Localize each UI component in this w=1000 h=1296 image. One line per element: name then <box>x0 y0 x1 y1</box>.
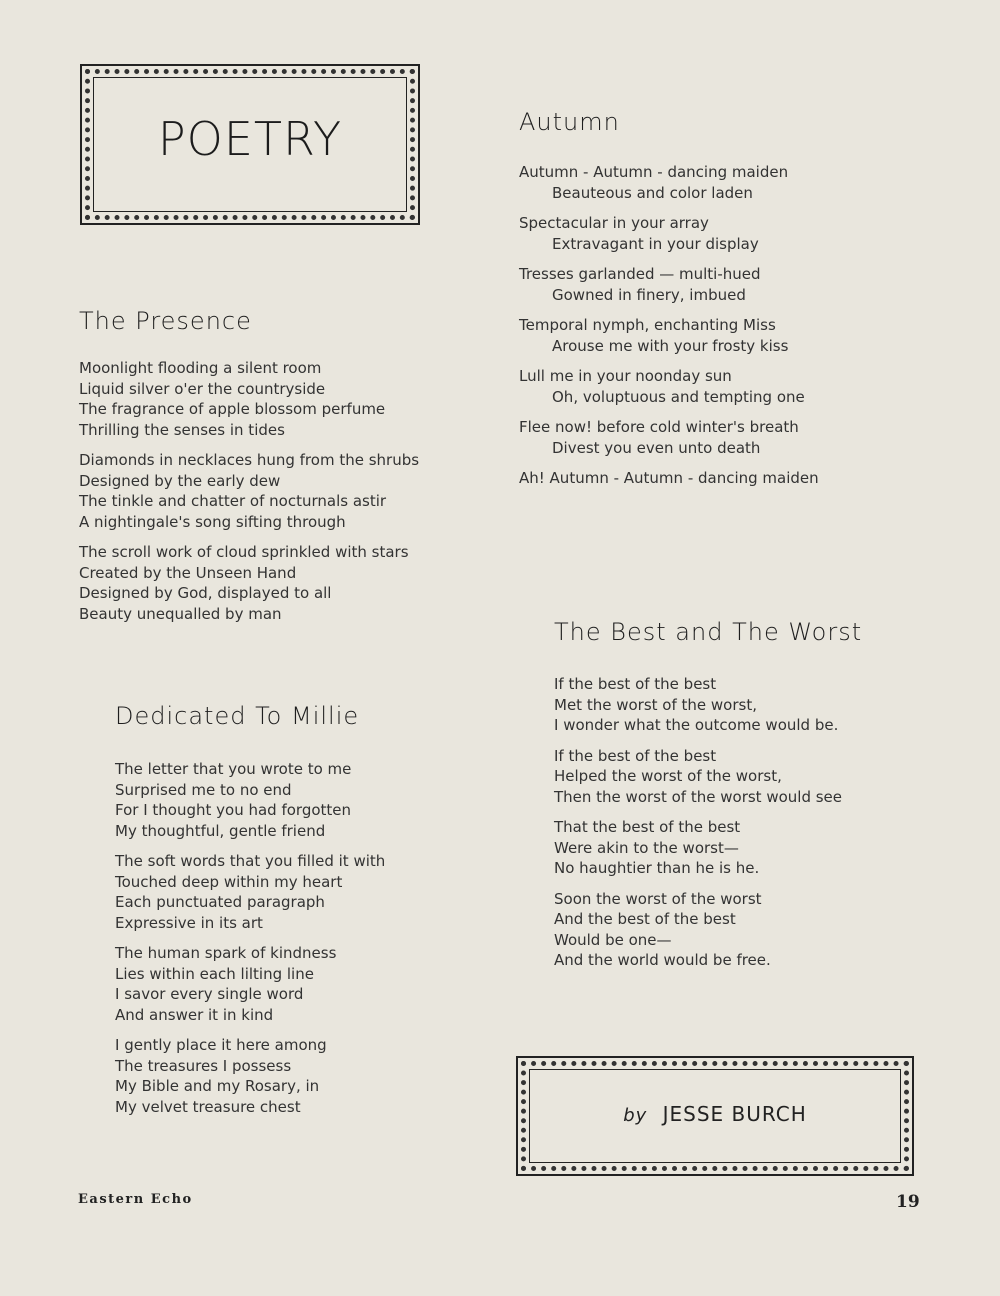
stanza <box>519 417 819 458</box>
poem-line: I gently place it here among <box>115 1036 327 1054</box>
poem-line: Tresses garlanded — multi-hued <box>519 265 761 283</box>
poetry-title-frame <box>80 64 420 225</box>
poem-line: Lull me in your noonday sun <box>519 367 732 385</box>
poem-line: And the best of the best <box>554 910 736 928</box>
poem-title-dedicated-to-millie: Dedicated To Millie <box>115 702 360 730</box>
poem-body-autumn <box>519 162 819 499</box>
poem-line: The human spark of kindness <box>115 944 337 962</box>
poem-line: Thrilling the senses in tides <box>79 420 285 439</box>
publication-name: Eastern Echo <box>78 1192 193 1207</box>
stanza <box>115 1035 385 1117</box>
poem-line: My thoughtful, gentle friend <box>115 821 326 840</box>
poem-line: Designed by the early dew <box>79 471 281 490</box>
stanza <box>115 759 385 841</box>
poem-line: Lies within each lilting line <box>115 964 314 983</box>
stanza <box>554 746 842 808</box>
poem-body-the-best-and-the-worst <box>554 674 842 981</box>
poem-line: Gowned in finery, imbued <box>552 285 746 304</box>
poem-line: Divest you even unto death <box>552 438 761 457</box>
poem-line: And the world would be free. <box>554 951 771 969</box>
poem-line: The fragrance of apple blossom perfume <box>79 400 386 418</box>
stanza <box>115 943 385 1025</box>
poem-line: I savor every single word <box>115 985 304 1003</box>
poem-line: The tinkle and chatter of nocturnals astir <box>79 492 387 510</box>
stanza <box>519 315 819 356</box>
byline-prefix: by <box>623 1105 648 1126</box>
stanza <box>79 358 419 440</box>
stanza <box>554 674 842 736</box>
poem-line: Beauty unequalled by man <box>79 604 282 623</box>
poem-line: For I thought you had forgotten <box>115 801 352 819</box>
poem-line: That the best of the best <box>554 818 741 836</box>
poem-line: Met the worst of the worst, <box>554 695 757 714</box>
poem-line: Soon the worst of the worst <box>554 889 762 908</box>
poem-line: My velvet treasure chest <box>115 1097 301 1116</box>
poem-line: Temporal nymph, enchanting Miss <box>519 316 776 334</box>
poem-line: Touched deep within my heart <box>115 872 343 891</box>
poem-line: If the best of the best <box>554 746 717 765</box>
poem-line: Surprised me to no end <box>115 780 292 799</box>
poem-line: A nightingale's song sifting through <box>79 512 346 531</box>
stanza <box>79 542 419 624</box>
poem-line: Flee now! before cold winter's breath <box>519 418 799 436</box>
stanza <box>519 468 819 489</box>
poem-line: Diamonds in necklaces hung from the shrubs <box>79 451 420 469</box>
poem-line: And answer it in kind <box>115 1005 274 1024</box>
page-number: 19 <box>896 1192 920 1212</box>
poem-line: If the best of the best <box>554 675 717 693</box>
author-name: JESSE BURCH <box>662 1102 807 1126</box>
poem-line: Beauteous and color laden <box>552 183 753 202</box>
stanza <box>519 366 819 407</box>
stanza <box>554 817 842 879</box>
poem-line: Ah! Autumn - Autumn - dancing maiden <box>519 469 819 487</box>
poem-line: Liquid silver o'er the countryside <box>79 379 326 398</box>
poem-body-the-presence <box>79 358 419 634</box>
stanza <box>519 213 819 254</box>
poem-line: Spectacular in your array <box>519 214 709 232</box>
stanza <box>79 450 419 532</box>
poem-line: The soft words that you filled it with <box>115 852 386 870</box>
poem-line: Created by the Unseen Hand <box>79 563 297 582</box>
poem-line: Oh, voluptuous and tempting one <box>552 387 805 406</box>
byline <box>518 1102 912 1126</box>
poem-line: Helped the worst of the worst, <box>554 767 782 785</box>
poem-title-autumn: Autumn <box>519 108 620 136</box>
poem-line: Were akin to the worst— <box>554 838 739 857</box>
poem-line: Moonlight flooding a silent room <box>79 359 322 377</box>
poem-line: The letter that you wrote to me <box>115 760 352 778</box>
poem-line: The scroll work of cloud sprinkled with stars <box>79 543 409 561</box>
section-title: POETRY <box>157 112 343 166</box>
stanza <box>554 889 842 971</box>
poem-line: Autumn - Autumn - dancing maiden <box>519 163 789 181</box>
poem-line: Extravagant in your display <box>552 234 759 253</box>
poem-line: Each punctuated paragraph <box>115 893 325 911</box>
stanza <box>115 851 385 933</box>
poem-line: The treasures I possess <box>115 1056 292 1075</box>
stanza <box>519 162 819 203</box>
poem-line: My Bible and my Rosary, in <box>115 1077 320 1095</box>
poem-line: Designed by God, displayed to all <box>79 584 332 602</box>
poem-title-the-presence: The Presence <box>79 307 252 335</box>
poem-line: Expressive in its art <box>115 913 263 932</box>
poem-line: Then the worst of the worst would see <box>554 787 843 806</box>
poem-line: Arouse me with your frosty kiss <box>552 336 789 355</box>
poem-body-dedicated-to-millie <box>115 759 385 1127</box>
poem-line: I wonder what the outcome would be. <box>554 716 839 734</box>
stanza <box>519 264 819 305</box>
byline-frame <box>516 1056 914 1176</box>
poem-line: No haughtier than he is he. <box>554 859 760 877</box>
poem-title-the-best-and-the-worst: The Best and The Worst <box>554 618 863 646</box>
poem-line: Would be one— <box>554 930 672 949</box>
